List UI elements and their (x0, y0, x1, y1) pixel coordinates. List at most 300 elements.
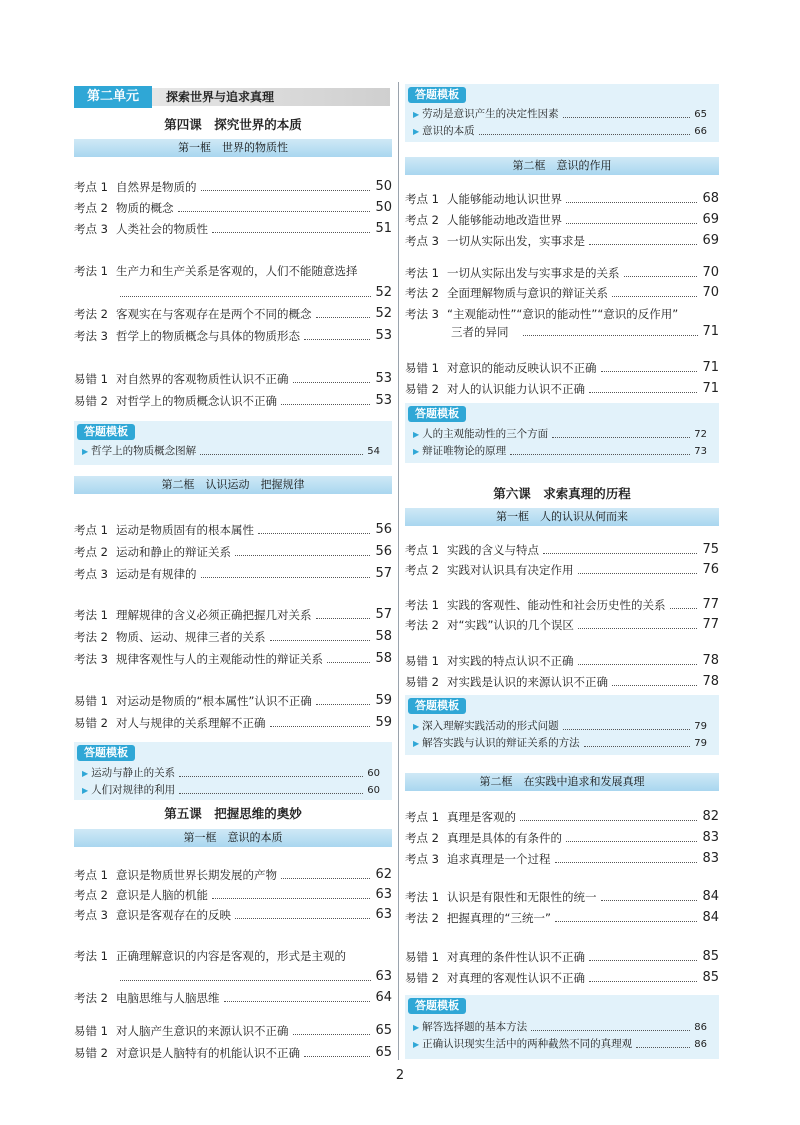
toc-entry[interactable] (74, 888, 392, 902)
leader-dots (531, 1030, 690, 1031)
leader-dots (636, 1047, 690, 1048)
entry-page: 77 (702, 597, 719, 612)
entry-text: 对真理的客观性认识不正确 (447, 971, 585, 985)
template-page: 66 (694, 126, 707, 137)
entry-text: 对真理的条件性认识不正确 (447, 950, 585, 964)
entry-label: 考点 1 (405, 192, 439, 206)
entry-text: 对哲学上的物质概念认识不正确 (116, 394, 277, 408)
entry-label: 考点 2 (74, 545, 108, 559)
entry-label: 易错 1 (74, 694, 108, 708)
toc-entry[interactable] (405, 852, 719, 866)
template-entry[interactable] (82, 767, 380, 780)
toc-entry[interactable] (405, 950, 719, 964)
leader-dots (578, 664, 698, 665)
template-page: 86 (694, 1022, 707, 1033)
lesson-title: 第六课 求索真理的历程 (493, 486, 631, 501)
entry-page: 63 (375, 907, 392, 922)
leader-dots (601, 900, 698, 901)
template-text: 意识的本质 (422, 125, 475, 137)
entry-text: 实践对认识具有决定作用 (447, 563, 574, 577)
template-entry[interactable] (413, 1021, 707, 1034)
frame-band: 第一框 人的认识从何而来 (405, 508, 719, 526)
entry-text: 运动和静止的辩证关系 (116, 545, 231, 559)
leader-dots (510, 454, 690, 455)
leader-dots (212, 898, 370, 899)
entry-page: 53 (375, 371, 392, 386)
toc-entry[interactable] (74, 716, 392, 730)
entry-page: 70 (702, 285, 719, 300)
toc-entry-continuation[interactable] (74, 970, 392, 984)
entry-text: 真理是客观的 (447, 810, 516, 824)
leader-dots (523, 335, 698, 336)
entry-text: 规律客观性与人的主观能动性的辩证关系 (116, 652, 323, 666)
leader-dots (589, 392, 697, 393)
entry-text: 物质的概念 (116, 201, 174, 215)
triangle-bullet-icon: ▶ (413, 739, 420, 748)
entry-page: 82 (702, 809, 719, 824)
entry-label: 考点 2 (74, 888, 108, 902)
toc-entry[interactable] (74, 567, 392, 581)
entry-page: 75 (702, 542, 719, 557)
entry-page: 59 (375, 715, 392, 730)
entry-text: 一切从实际出发，实事求是 (447, 234, 585, 248)
triangle-bullet-icon: ▶ (413, 110, 420, 119)
entry-text: 人能够能动地改造世界 (447, 213, 562, 227)
leader-dots (235, 918, 370, 919)
entry-text: “主观能动性”“意识的能动性”“意识的反作用” (447, 307, 679, 321)
template-entry[interactable] (413, 108, 707, 121)
toc-entry[interactable] (74, 652, 392, 666)
template-text: 解答选择题的基本方法 (422, 1021, 528, 1033)
toc-entry[interactable] (74, 523, 392, 537)
template-page: 54 (367, 446, 380, 457)
entry-text: 电脑思维与人脑思维 (116, 991, 220, 1005)
entry-label: 考法 2 (405, 286, 439, 300)
triangle-bullet-icon: ▶ (413, 722, 420, 731)
entry-label: 考法 1 (405, 598, 439, 612)
template-entry[interactable] (82, 784, 380, 797)
entry-text: 对意识的能动反映认识不正确 (447, 361, 597, 375)
leader-dots (281, 404, 370, 405)
entry-text: 全面理解物质与意识的辩证关系 (447, 286, 608, 300)
leader-dots (566, 223, 697, 224)
template-page: 73 (694, 446, 707, 457)
toc-entry[interactable] (405, 234, 719, 248)
leader-dots (281, 878, 370, 879)
leader-dots (316, 704, 370, 705)
leader-dots (201, 577, 371, 578)
entry-label: 考法 1 (405, 266, 439, 280)
template-entry[interactable] (413, 720, 707, 733)
leader-dots (563, 729, 691, 730)
toc-entry-continuation[interactable] (74, 286, 392, 300)
toc-entry[interactable] (74, 307, 392, 321)
entry-label: 考法 1 (74, 608, 108, 622)
entry-label: 考点 1 (405, 543, 439, 557)
triangle-bullet-icon: ▶ (413, 447, 420, 456)
leader-dots (316, 317, 371, 318)
entry-text: 把握真理的“三统一” (447, 911, 551, 925)
entry-page: 69 (702, 233, 719, 248)
entry-label: 易错 2 (74, 716, 108, 730)
leader-dots (293, 1034, 371, 1035)
entry-text: 一切从实际出发与实事求是的关系 (447, 266, 620, 280)
toc-entry[interactable] (74, 908, 392, 922)
toc-entry[interactable] (405, 307, 719, 321)
entry-page: 84 (702, 910, 719, 925)
entry-label: 考点 1 (74, 868, 108, 882)
entry-page: 77 (702, 617, 719, 632)
leader-dots (578, 573, 698, 574)
entry-text: 人类社会的物质性 (116, 222, 208, 236)
entry-label: 易错 2 (74, 1046, 108, 1060)
template-page: 72 (694, 429, 707, 440)
entry-text: 对人的认识能力认识不正确 (447, 382, 585, 396)
entry-page: 68 (702, 191, 719, 206)
entry-page: 78 (702, 653, 719, 668)
toc-entry[interactable] (74, 394, 392, 408)
entry-text: 追求真理是一个过程 (447, 852, 551, 866)
entry-page: 71 (702, 324, 719, 339)
entry-page: 85 (702, 970, 719, 985)
toc-entry[interactable] (405, 382, 719, 396)
entry-label: 考法 2 (74, 307, 108, 321)
entry-label: 考法 3 (405, 307, 439, 321)
entry-page: 70 (702, 265, 719, 280)
entry-page: 52 (375, 306, 392, 321)
entry-page: 53 (375, 328, 392, 343)
leader-dots (212, 232, 370, 233)
leader-dots (270, 640, 371, 641)
entry-page: 85 (702, 949, 719, 964)
entry-label: 考法 1 (405, 890, 439, 904)
entry-label: 考法 2 (405, 911, 439, 925)
leader-dots (316, 618, 371, 619)
leader-dots (543, 553, 697, 554)
entry-text: 物质、运动、规律三者的关系 (116, 630, 266, 644)
entry-page: 57 (375, 566, 392, 581)
template-text: 正确认识现实生活中的两种截然不同的真理观 (422, 1038, 633, 1050)
toc-entry[interactable] (405, 831, 719, 845)
template-text: 人的主观能动性的三个方面 (422, 428, 549, 440)
entry-label: 考点 2 (74, 201, 108, 215)
entry-page: 65 (375, 1045, 392, 1060)
triangle-bullet-icon: ▶ (413, 1040, 420, 1049)
leader-dots (224, 1001, 371, 1002)
triangle-bullet-icon: ▶ (413, 1023, 420, 1032)
template-tag: 答题模板 (408, 998, 466, 1014)
toc-entry-continuation[interactable] (405, 325, 719, 339)
entry-text: 运动是物质固有的根本属性 (116, 523, 254, 537)
toc-entry[interactable] (405, 563, 719, 577)
unit-label: 第二单元 (74, 86, 152, 108)
template-page: 65 (694, 109, 707, 120)
leader-dots (566, 202, 697, 203)
leader-dots (120, 980, 371, 981)
entry-page: 58 (375, 629, 392, 644)
entry-text: 生产力和生产关系是客观的，人们不能随意选择 (116, 264, 358, 278)
entry-text: 认识是有限性和无限性的统一 (447, 890, 597, 904)
toc-entry[interactable] (405, 971, 719, 985)
triangle-bullet-icon: ▶ (413, 430, 420, 439)
toc-entry[interactable] (405, 654, 719, 668)
entry-label: 考点 1 (74, 180, 108, 194)
triangle-bullet-icon: ▶ (82, 769, 89, 778)
leader-dots (120, 296, 371, 297)
entry-text-continued: 三者的异同 (451, 325, 509, 339)
entry-label: 易错 2 (74, 394, 108, 408)
leader-dots (304, 339, 370, 340)
entry-label: 考法 3 (74, 329, 108, 343)
leader-dots (612, 296, 697, 297)
frame-band: 第一框 世界的物质性 (74, 139, 392, 157)
entry-text: 对“实践”认识的几个误区 (447, 618, 574, 632)
toc-entry[interactable] (405, 618, 719, 632)
toc-entry[interactable] (405, 213, 719, 227)
entry-text: 实践的客观性、能动性和社会历史性的关系 (447, 598, 666, 612)
toc-entry[interactable] (405, 810, 719, 824)
triangle-bullet-icon: ▶ (413, 127, 420, 136)
leader-dots (624, 276, 698, 277)
toc-entry[interactable] (74, 949, 392, 963)
template-page: 79 (694, 721, 707, 732)
template-text: 劳动是意识产生的决定性因素 (422, 108, 559, 120)
entry-page: 53 (375, 393, 392, 408)
entry-text: 对运动是物质的“根本属性”认识不正确 (116, 694, 312, 708)
entry-page: 59 (375, 693, 392, 708)
template-text: 辩证唯物论的原理 (422, 445, 507, 457)
leader-dots (555, 862, 698, 863)
template-text: 哲学上的物质概念图解 (91, 445, 197, 457)
template-text: 运动与静止的关系 (91, 767, 176, 779)
template-entry[interactable] (413, 445, 707, 458)
frame-band: 第二框 认识运动 把握规律 (74, 476, 392, 494)
entry-label: 考点 3 (405, 234, 439, 248)
lesson-title: 第四课 探究世界的本质 (164, 117, 302, 132)
toc-entry[interactable] (74, 264, 392, 278)
entry-text: 对自然界的客观物质性认识不正确 (116, 372, 289, 386)
entry-page: 64 (375, 990, 392, 1005)
template-entry[interactable] (413, 737, 707, 750)
entry-label: 考点 2 (405, 563, 439, 577)
toc-entry[interactable] (74, 222, 392, 236)
entry-page: 50 (375, 179, 392, 194)
entry-page: 63 (375, 969, 392, 984)
entry-text: 对实践是认识的来源认识不正确 (447, 675, 608, 689)
entry-text: 理解规律的含义必须正确把握几对关系 (116, 608, 312, 622)
entry-label: 考法 2 (74, 630, 108, 644)
toc-entry[interactable] (74, 630, 392, 644)
entry-text: 对人脑产生意识的来源认识不正确 (116, 1024, 289, 1038)
entry-page: 71 (702, 381, 719, 396)
leader-dots (201, 190, 371, 191)
entry-label: 考点 1 (74, 523, 108, 537)
entry-text: 对意识是人脑特有的机能认识不正确 (116, 1046, 300, 1060)
leader-dots (235, 555, 370, 556)
entry-page: 71 (702, 360, 719, 375)
triangle-bullet-icon: ▶ (82, 786, 89, 795)
template-entry[interactable] (413, 1038, 707, 1051)
toc-entry[interactable] (74, 694, 392, 708)
entry-label: 考点 2 (405, 831, 439, 845)
entry-label: 易错 2 (405, 675, 439, 689)
toc-entry[interactable] (405, 286, 719, 300)
toc-entry[interactable] (74, 180, 392, 194)
template-page: 60 (367, 785, 380, 796)
entry-text: 真理是具体的有条件的 (447, 831, 562, 845)
entry-page: 62 (375, 867, 392, 882)
entry-page: 52 (375, 285, 392, 300)
toc-entry[interactable] (74, 545, 392, 559)
template-entry[interactable] (82, 445, 380, 458)
leader-dots (552, 437, 690, 438)
leader-dots (258, 533, 370, 534)
entry-page: 84 (702, 889, 719, 904)
toc-entry[interactable] (74, 329, 392, 343)
entry-page: 57 (375, 607, 392, 622)
unit-title: 探索世界与追求真理 (152, 88, 390, 106)
toc-entry[interactable] (74, 1024, 392, 1038)
answer-template-box (74, 421, 392, 465)
leader-dots (200, 454, 363, 455)
entry-label: 考法 2 (74, 991, 108, 1005)
entry-page: 63 (375, 887, 392, 902)
leader-dots (479, 134, 691, 135)
toc-entry[interactable] (74, 868, 392, 882)
entry-page: 56 (375, 544, 392, 559)
entry-text: 客观实在与客观存在是两个不同的概念 (116, 307, 312, 321)
leader-dots (563, 117, 691, 118)
entry-page: 69 (702, 212, 719, 227)
toc-entry[interactable] (405, 598, 719, 612)
leader-dots (584, 746, 691, 747)
leader-dots (589, 981, 697, 982)
entry-label: 易错 2 (405, 971, 439, 985)
leader-dots (589, 244, 697, 245)
page-number: 2 (395, 1068, 405, 1083)
entry-label: 易错 1 (74, 1024, 108, 1038)
entry-text: 正确理解意识的内容是客观的，形式是主观的 (116, 949, 346, 963)
toc-entry[interactable] (74, 201, 392, 215)
entry-text: 对人与规律的关系理解不正确 (116, 716, 266, 730)
entry-label: 考法 1 (74, 264, 108, 278)
entry-label: 易错 1 (74, 372, 108, 386)
entry-text: 运动是有规律的 (116, 567, 197, 581)
template-page: 86 (694, 1039, 707, 1050)
entry-label: 考点 2 (405, 213, 439, 227)
leader-dots (270, 726, 371, 727)
leader-dots (566, 841, 697, 842)
entry-page: 50 (375, 200, 392, 215)
template-tag: 答题模板 (77, 745, 135, 761)
entry-page: 58 (375, 651, 392, 666)
template-tag: 答题模板 (408, 406, 466, 422)
triangle-bullet-icon: ▶ (82, 447, 89, 456)
frame-band: 第二框 在实践中追求和发展真理 (405, 773, 719, 791)
template-page: 79 (694, 738, 707, 749)
entry-page: 65 (375, 1023, 392, 1038)
entry-text: 意识是客观存在的反映 (116, 908, 231, 922)
toc-entry[interactable] (405, 543, 719, 557)
template-text: 人们对规律的利用 (91, 784, 176, 796)
lesson-title: 第五课 把握思维的奥妙 (164, 806, 302, 821)
leader-dots (327, 662, 370, 663)
toc-entry[interactable] (405, 361, 719, 375)
leader-dots (578, 628, 697, 629)
entry-page: 78 (702, 674, 719, 689)
template-tag: 答题模板 (77, 424, 135, 440)
entry-page: 76 (702, 562, 719, 577)
entry-text: 人能够能动地认识世界 (447, 192, 562, 206)
leader-dots (601, 371, 698, 372)
entry-text: 意识是物质世界长期发展的产物 (116, 868, 277, 882)
entry-page: 83 (702, 830, 719, 845)
frame-band: 第二框 意识的作用 (405, 157, 719, 175)
entry-label: 易错 1 (405, 361, 439, 375)
leader-dots (520, 820, 697, 821)
template-tag: 答题模板 (408, 698, 466, 714)
template-text: 解答实践与认识的辩证关系的方法 (422, 737, 580, 749)
template-entry[interactable] (413, 125, 707, 138)
entry-label: 考法 3 (74, 652, 108, 666)
entry-label: 考点 3 (74, 567, 108, 581)
entry-text: 自然界是物质的 (116, 180, 197, 194)
toc-entry[interactable] (405, 890, 719, 904)
leader-dots (612, 685, 697, 686)
template-entry[interactable] (413, 428, 707, 441)
template-page: 60 (367, 768, 380, 779)
entry-label: 易错 1 (405, 950, 439, 964)
toc-entry[interactable] (405, 192, 719, 206)
entry-text: 对实践的特点认识不正确 (447, 654, 574, 668)
unit-header (74, 86, 390, 108)
leader-dots (589, 960, 697, 961)
leader-dots (293, 382, 371, 383)
entry-text: 意识是人脑的机能 (116, 888, 208, 902)
entry-text: 实践的含义与特点 (447, 543, 539, 557)
entry-label: 考点 1 (405, 810, 439, 824)
entry-page: 56 (375, 522, 392, 537)
entry-label: 易错 2 (405, 382, 439, 396)
entry-label: 考点 3 (74, 222, 108, 236)
toc-entry[interactable] (74, 991, 392, 1005)
entry-label: 考法 1 (74, 949, 108, 963)
entry-label: 易错 1 (405, 654, 439, 668)
toc-entry[interactable] (405, 266, 719, 280)
template-tag: 答题模板 (408, 87, 466, 103)
leader-dots (670, 608, 698, 609)
leader-dots (555, 921, 697, 922)
toc-entry[interactable] (405, 911, 719, 925)
entry-label: 考点 3 (405, 852, 439, 866)
toc-entry[interactable] (405, 675, 719, 689)
toc-entry[interactable] (74, 1046, 392, 1060)
column-divider (398, 82, 399, 1060)
frame-band: 第一框 意识的本质 (74, 829, 392, 847)
leader-dots (179, 793, 363, 794)
toc-entry[interactable] (74, 372, 392, 386)
leader-dots (304, 1056, 370, 1057)
leader-dots (179, 776, 363, 777)
entry-label: 考点 3 (74, 908, 108, 922)
entry-text: 哲学上的物质概念与具体的物质形态 (116, 329, 300, 343)
entry-page: 83 (702, 851, 719, 866)
template-text: 深入理解实践活动的形式问题 (422, 720, 559, 732)
toc-entry[interactable] (74, 608, 392, 622)
leader-dots (178, 211, 371, 212)
entry-label: 考法 2 (405, 618, 439, 632)
entry-page: 51 (375, 221, 392, 236)
